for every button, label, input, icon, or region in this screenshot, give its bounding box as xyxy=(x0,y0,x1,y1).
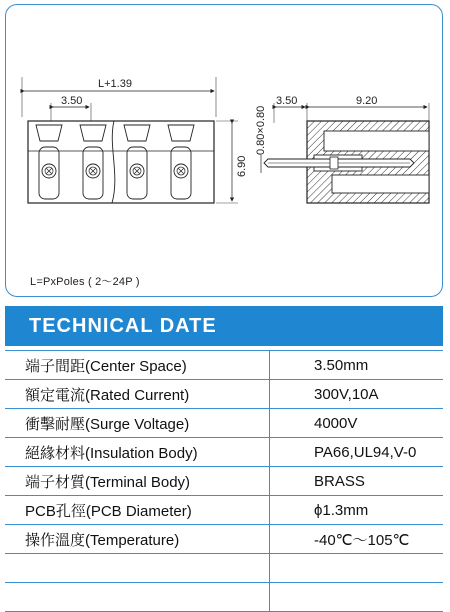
pin-size-label: 0.80×0.80 xyxy=(255,105,267,155)
length-label: L+1.39 xyxy=(98,78,132,90)
spec-value: 300V,10A xyxy=(270,380,444,409)
spec-value: PA66,UL94,V-0 xyxy=(270,438,444,467)
spec-label: 端子材質(Terminal Body) xyxy=(5,467,270,496)
front-view xyxy=(28,121,214,203)
table-row xyxy=(5,380,443,409)
empty-cell xyxy=(5,583,270,612)
height-dimension xyxy=(216,121,248,203)
spec-label: 衝擊耐壓(Surge Voltage) xyxy=(5,409,270,438)
spec-value: 3.50mm xyxy=(270,351,444,380)
spec-label: 操作溫度(Temperature) xyxy=(5,525,270,554)
spec-value: -40℃～105℃ xyxy=(270,525,444,554)
empty-cell xyxy=(5,554,270,583)
pitch-label: 3.50 xyxy=(61,95,83,107)
table-row xyxy=(5,351,443,380)
table-row xyxy=(5,525,443,554)
pitch-dimension xyxy=(51,95,91,123)
side-length-label: 9.20 xyxy=(356,95,378,107)
spec-value: BRASS xyxy=(270,467,444,496)
empty-cell xyxy=(270,554,444,583)
spec-value: ϕ1.3mm xyxy=(270,496,444,525)
table-row xyxy=(5,409,443,438)
spec-label: 絕緣材料(Insulation Body) xyxy=(5,438,270,467)
spec-table xyxy=(5,350,443,612)
connector-drawing xyxy=(6,5,444,298)
side-offset-label: 3.50 xyxy=(276,95,298,107)
poles-note: L=PxPoles ( 2～24P ) xyxy=(30,276,140,288)
table-row xyxy=(5,496,443,525)
empty-cell xyxy=(270,583,444,612)
table-row xyxy=(5,438,443,467)
table-row-empty xyxy=(5,554,443,583)
side-view xyxy=(264,121,429,203)
spec-label: 額定電流(Rated Current) xyxy=(5,380,270,409)
height-label: 6.90 xyxy=(236,155,248,177)
spec-label: PCB孔徑(PCB Diameter) xyxy=(5,496,270,525)
table-row-empty xyxy=(5,583,443,612)
section-title: TECHNICAL DATE xyxy=(5,306,443,346)
table-row xyxy=(5,467,443,496)
spec-value: 4000V xyxy=(270,409,444,438)
spec-label: 端子間距(Center Space) xyxy=(5,351,270,380)
side-dimensions xyxy=(274,95,429,123)
technical-drawing-panel xyxy=(5,4,443,297)
